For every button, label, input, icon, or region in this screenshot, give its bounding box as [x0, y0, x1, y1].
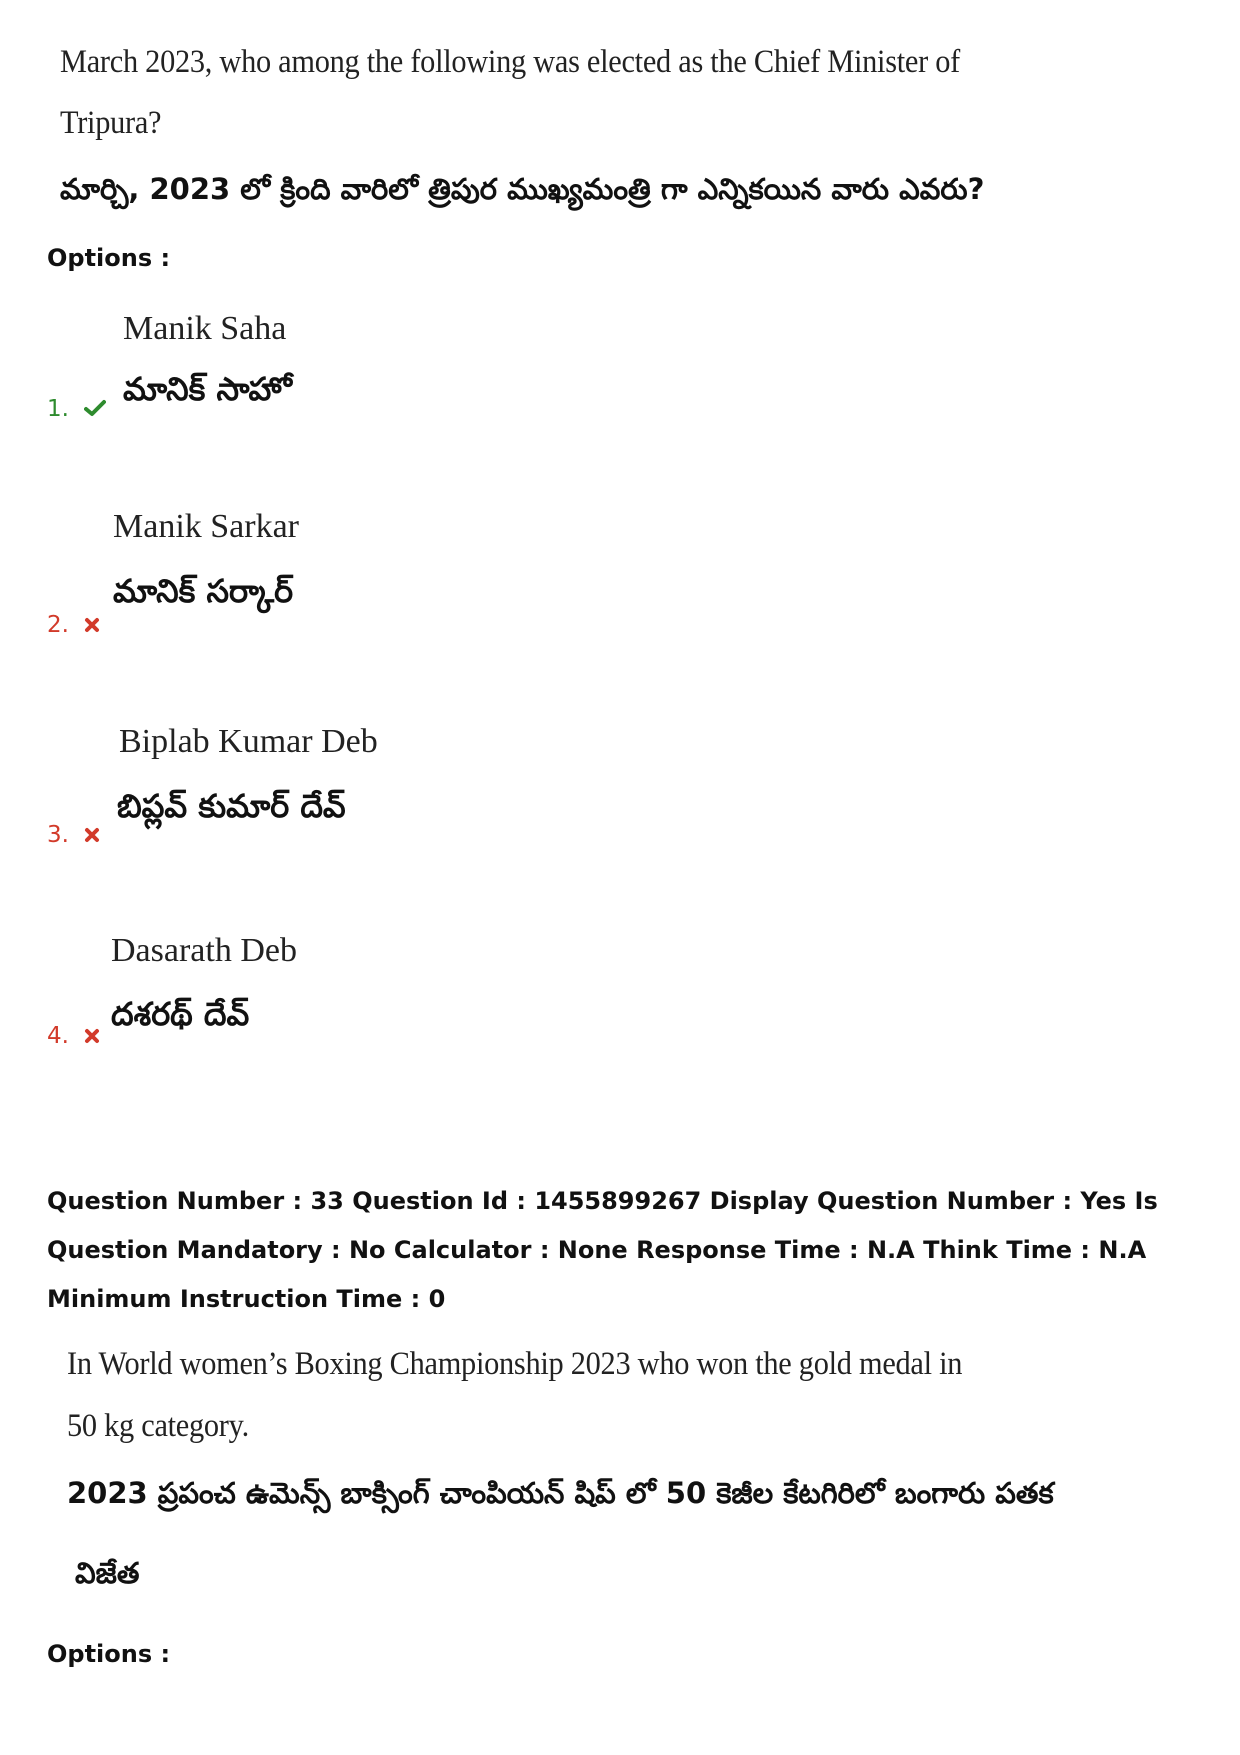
- option-english: Biplab Kumar Deb: [119, 723, 378, 760]
- option-english: Manik Saha: [123, 310, 287, 347]
- option-number: [47, 396, 106, 423]
- option-number-label: 3.: [47, 822, 69, 848]
- option-english: Manik Sarkar: [113, 508, 300, 545]
- question-telugu-line-1: 2023 ప్రపంచ ఉమెన్స్ బాక్సింగ్ చాంపియన్ షిప్ లో 50 కెజీల కేటగిరిలో బంగారు పతక: [67, 1476, 1054, 1510]
- option-telugu: మానిక్ సర్కార్: [113, 572, 294, 610]
- option-number-label: 1.: [47, 396, 69, 422]
- option-number-label: 4.: [47, 1023, 69, 1049]
- options-heading: Options :: [47, 244, 171, 272]
- question-english-line-1: March 2023, who among the following was elected as the Chief Minister of: [60, 44, 960, 80]
- check-icon: [84, 397, 106, 423]
- question-telugu-line-2: విజేత: [75, 1556, 140, 1590]
- question-english-line-2: 50 kg category.: [67, 1408, 249, 1444]
- option-number: [47, 1023, 100, 1050]
- question-metadata: Question Number : 33 Question Id : 1455899267 Display Question Number : Yes Is Question Mandatory : No Calculator : None Response Time : N.A Think Time : N.A Minimum Instruction Time : 0: [47, 1187, 1158, 1313]
- option-telugu: దశరథ్ దేవ్: [111, 995, 250, 1033]
- question-english-line-2: Tripura?: [60, 105, 162, 141]
- option-number: [47, 612, 100, 639]
- option-telugu: మానిక్ సాహో: [123, 370, 292, 408]
- option-number-label: 2.: [47, 612, 69, 638]
- option-english: Dasarath Deb: [111, 932, 297, 969]
- cross-icon: [84, 823, 100, 849]
- question-telugu-line: మార్చి, 2023 లో క్రింది వారిలో త్రిపుర ముఖ్యమంత్రి గా ఎన్నికయిన వారు ఎవరు?: [60, 172, 985, 206]
- cross-icon: [84, 613, 100, 639]
- option-telugu: బిప్లవ్ కుమార్ దేవ్: [117, 787, 346, 825]
- options-heading: Options :: [47, 1640, 171, 1668]
- question-english-line-1: In World women’s Boxing Championship 2023 who won the gold medal in: [67, 1346, 963, 1382]
- option-number: [47, 822, 100, 849]
- cross-icon: [84, 1024, 100, 1050]
